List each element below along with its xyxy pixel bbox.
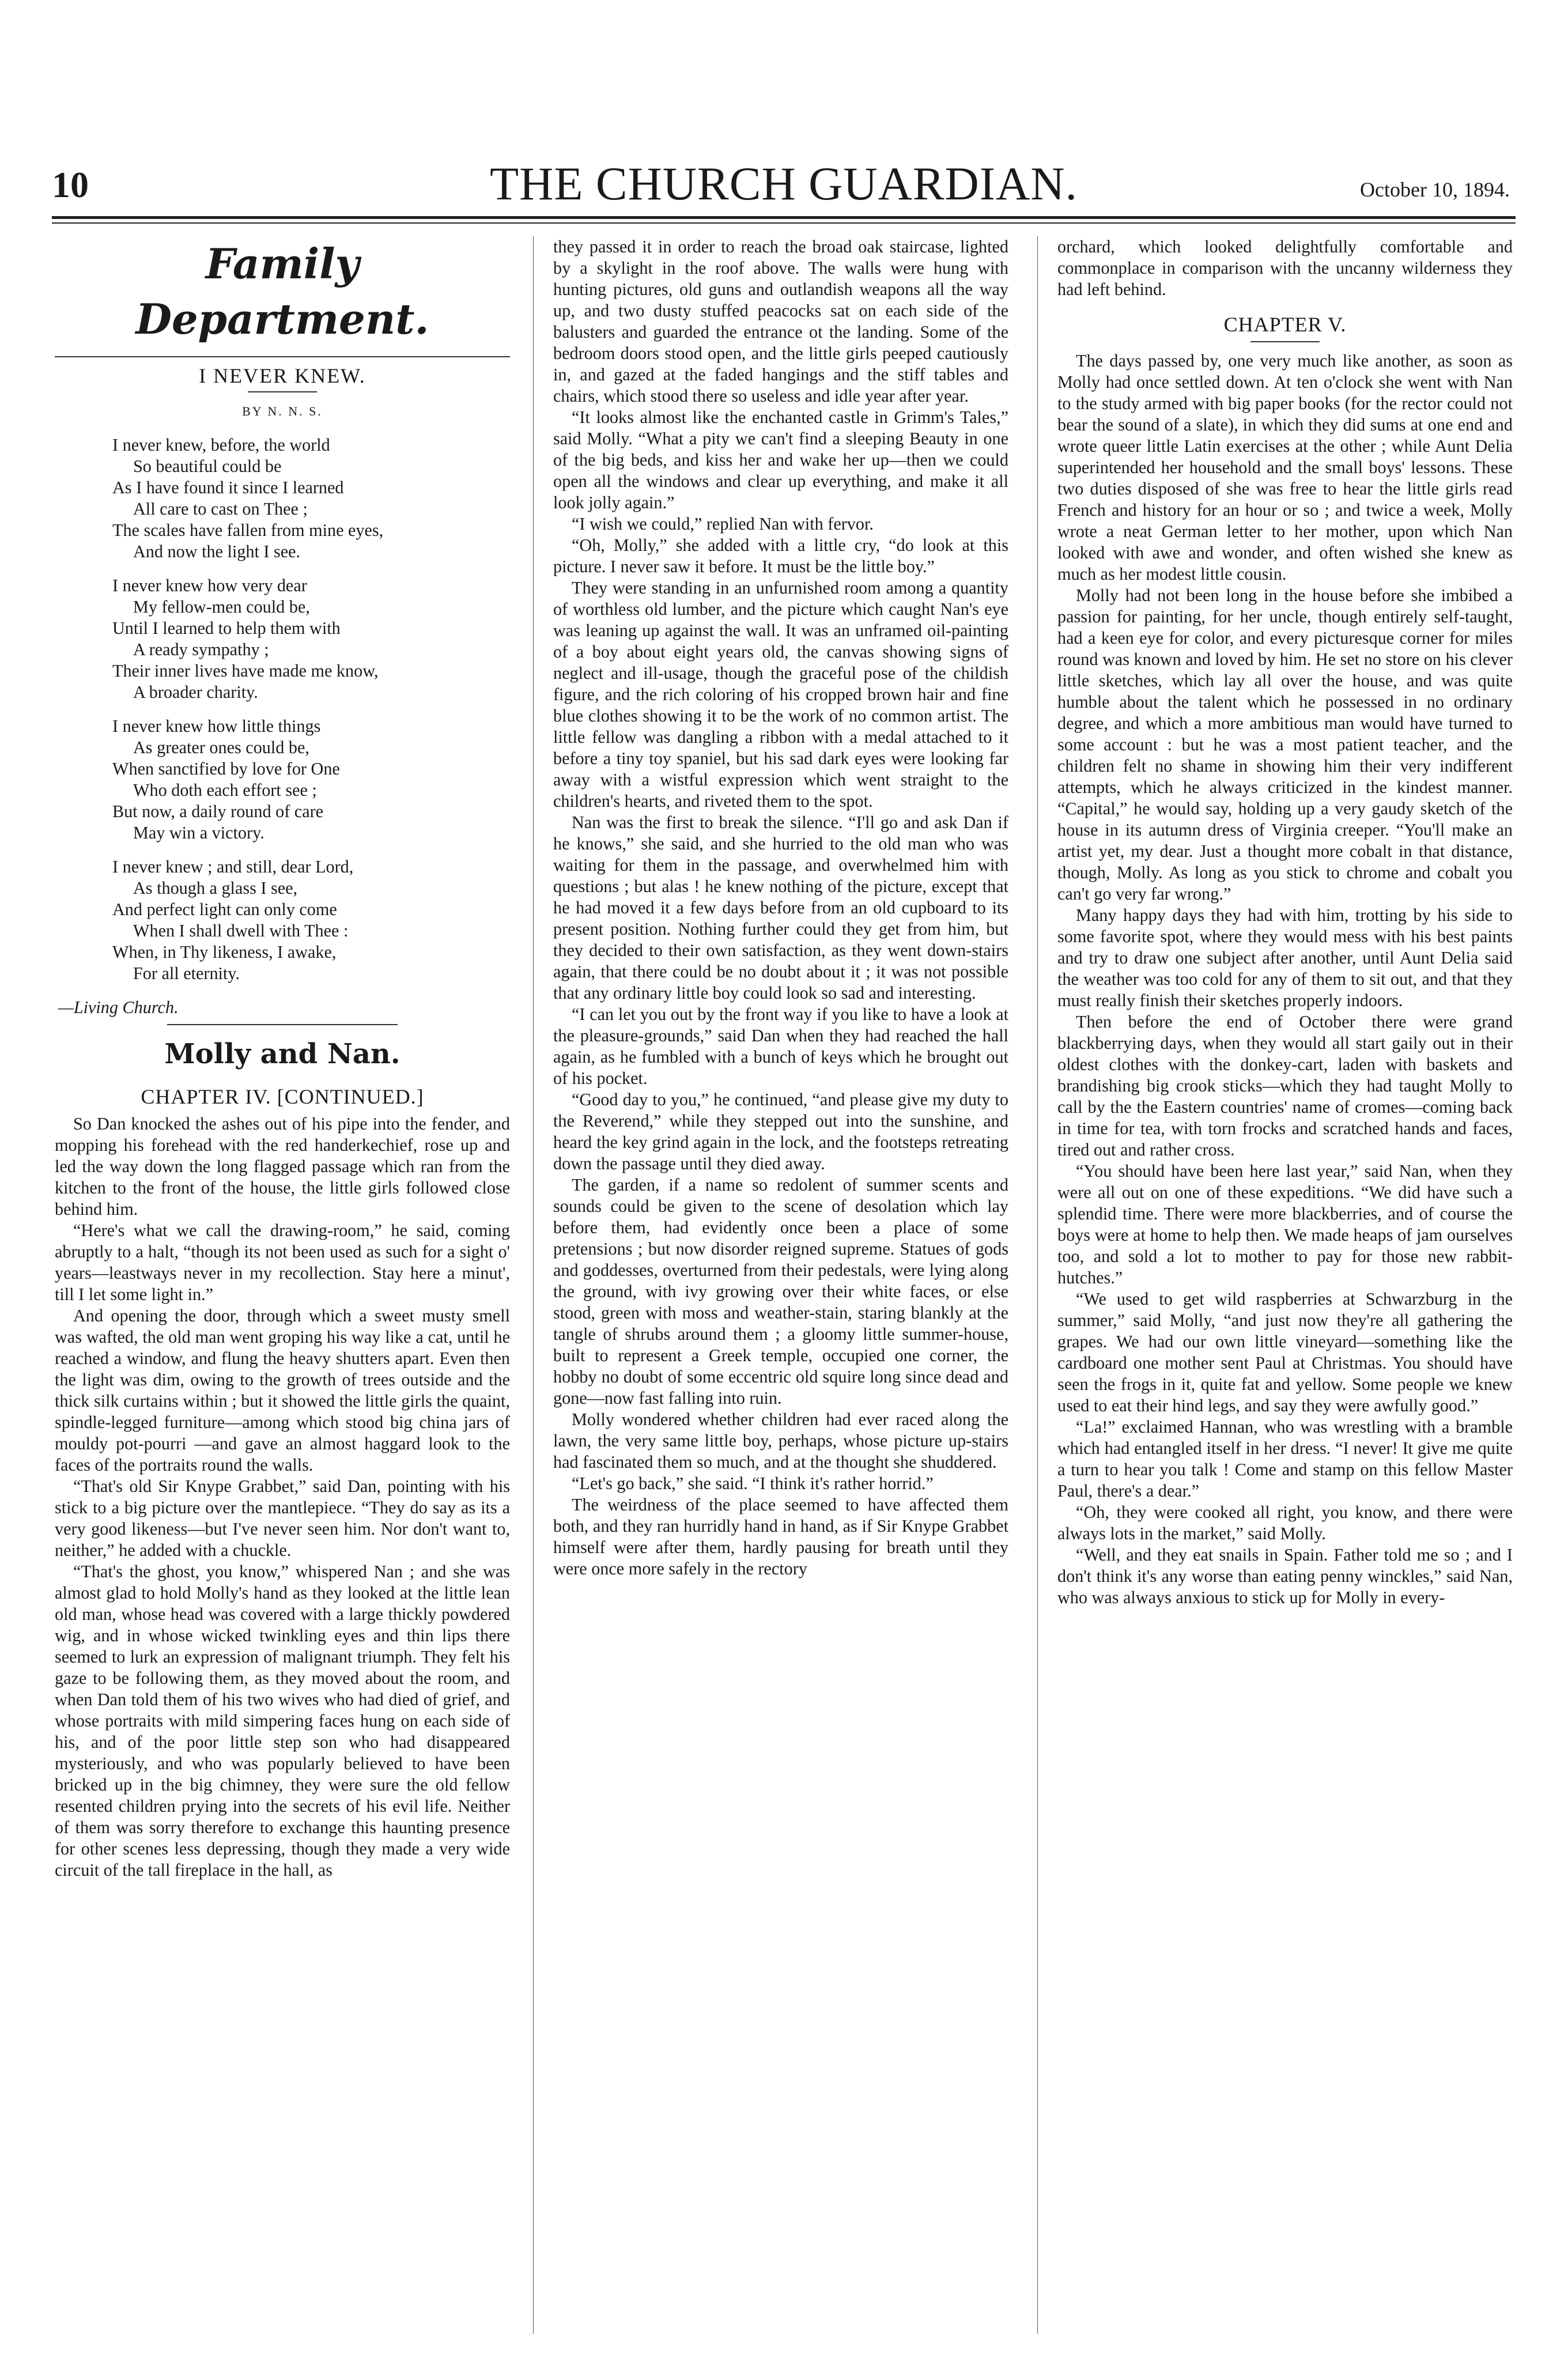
poem-line: The scales have fallen from mine eyes, bbox=[112, 520, 384, 540]
paragraph: “Let's go back,” she said. “I think it's rather horrid.” bbox=[572, 1474, 934, 1493]
paragraph: “Oh, Molly,” she added with a little cry, “do look at this picture. I never saw it before. It must be the little boy.” bbox=[553, 535, 1008, 576]
poem-line: And perfect light can only come bbox=[112, 900, 337, 919]
paragraph: Then before the end of October there were grand blackberrying days, when they would all start gaily out in their oldest clothes with the donkey-cart, laden with baskets and brandishing big crook sticks—which they had taught Molly to call by the the Eastern countries' name of cromes—coming back in time for tea, with torn frocks and scratched hands and faces, tired out and rather cross. bbox=[1057, 1012, 1513, 1159]
poem-line: When I shall dwell with Thee : bbox=[133, 921, 349, 940]
poem-line: A ready sympathy ; bbox=[133, 640, 269, 659]
issue-date: October 10, 1894. bbox=[1360, 178, 1510, 201]
poem-end-rule bbox=[167, 1024, 398, 1025]
poem-line: I never knew how very dear bbox=[112, 576, 307, 595]
poem-title: I NEVER KNEW. bbox=[199, 364, 366, 387]
paragraph: orchard, which looked delightfully comfortable and commonplace in comparison with the uncanny wilderness they had left behind. bbox=[1057, 237, 1513, 299]
poem-line: My fellow-men could be, bbox=[133, 597, 310, 617]
page-header bbox=[52, 156, 1516, 213]
header-rule-thin bbox=[52, 222, 1516, 224]
paragraph: “That's the ghost, you know,” whispered Nan ; and she was almost glad to hold Molly's hand as they looked at the little lean old man, whose head was covered with a large thickly powdered wig, and in whose wicked twinkling eyes and thin lips there seemed to lurk an expression of malignant triumph. They felt his gaze to be following them, as they moved about the room, and when Dan told them of his two wives who had died of grief, and whose portraits with mild simpering faces hung on each side of his, and of the poor little step son who had disappeared mysteriously, and who was popularly believed to have been bricked up in the big chimney, they were sure the old fellow resented children prying into the secrets of his evil life. Neither of them was sorry therefore to exchange this haunting presence for other scenes less depressing, though they made a very wide circuit of the tall fireplace in the hall, as bbox=[55, 1562, 510, 1880]
paragraph: “Good day to you,” he continued, “and please give my duty to the Reverend,” while they stepped out into the sunshine, and heard the key grind again in the lock, and the footsteps retreating down the passage until they died away. bbox=[553, 1090, 1008, 1173]
poem-line: When sanctified by love for One bbox=[112, 759, 340, 779]
poem-stanza bbox=[55, 856, 510, 984]
poem-credit: —Living Church. bbox=[58, 998, 179, 1017]
paragraph: They were standing in an unfurnished room among a quantity of worthless old lumber, and the picture which caught Nan's eye was leaning up against the wall. It was an unframed oil-painting of a boy about eight years old, the canvas showing signs of neglect and ill-usage, though the graceful pose of the childish figure, and the rich coloring of his cropped brown hair and fine blue clothes showing it to be the work of no common artist. The little fellow was dangling a ribbon with a medal attached to it before a tiny toy spaniel, but his sad dark eyes were looking far away with a wistful expression which went straight to the children's hearts, and riveted them to the spot. bbox=[553, 578, 1008, 811]
paragraph: they passed it in order to reach the broad oak staircase, lighted by a skylight in the roof above. The walls were hung with hunting pictures, old guns and outlandish weapons all the way up, and two dusty stuffed peacocks sat on each side of the balusters and guarded the entrance ot the landing. Some of the bedroom doors stood open, and the little girls peeped cautiously in, and gazed at the faded hangings and the stiff tables and chairs, which stood there so useless and idle year after year. bbox=[553, 237, 1008, 406]
poem-line: For all eternity. bbox=[133, 964, 240, 983]
poem-line: Who doth each effort see ; bbox=[133, 780, 317, 800]
poem-line: Until I learned to help them with bbox=[112, 618, 341, 638]
column-divider bbox=[1037, 236, 1038, 2334]
column-three-text bbox=[1057, 350, 1513, 1608]
poem-line: All care to cast on Thee ; bbox=[133, 499, 308, 519]
paragraph: And opening the door, through which a sweet musty smell was wafted, the old man went groping his way like a cat, until he reached a window, and flung the heavy shutters apart. Even then the light was dim, owing to the growth of trees outside and the thick silk curtains within ; but it showed the little girls the quaint, spindle-legged furniture—among which stood big china jars of mouldy pot-pourri —and gave an almost haggard look to the faces of the portraits round the walls. bbox=[55, 1306, 510, 1475]
poem-line: But now, a daily round of care bbox=[112, 802, 324, 821]
page-number: 10 bbox=[52, 164, 89, 205]
paragraph: “I wish we could,” replied Nan with fervor. bbox=[572, 514, 874, 534]
paragraph: “La!” exclaimed Hannan, who was wrestling with a bramble which had entangled itself in her dress. “I never! It give me quite a turn to hear you talk ! Come and stamp on this fellow Master Paul, there's a dear.” bbox=[1057, 1417, 1513, 1501]
paragraph: Molly had not been long in the house before she imbibed a passion for painting, for her uncle, though entirely self-taught, had a keen eye for color, and every picturesque corner for miles round was known and loved by him. He set no store on his clever little sketches, which lay all over the house, and was quite humble about the talent which he possessed in no ordinary degree, and which a more ambitious man would have turned to some account : but he was a most patient teacher, and the children felt no shame in showing him their very indifferent attempts, which he always criticized in the kindest manner. “Capital,” he would say, holding up a very gaudy sketch of the house in its autumn dress of Virginia creeper. “You'll make an artist yet, my dear. Just a thought more cobalt in that distance, though, Molly. As long as you stick to chrome and cobalt you can't go very far wrong.” bbox=[1057, 585, 1513, 904]
section-title: Family Department. bbox=[135, 239, 429, 343]
poem-line: I never knew, before, the world bbox=[112, 435, 330, 455]
column-two-text bbox=[553, 236, 1008, 1580]
poem-line: I never knew ; and still, dear Lord, bbox=[112, 857, 354, 877]
column-divider bbox=[533, 236, 534, 2334]
chapter-rule bbox=[1250, 341, 1320, 342]
column-one-text bbox=[55, 1113, 510, 1881]
paragraph: “That's old Sir Knype Grabbet,” said Dan, pointing with his stick to a big picture over the mantlepiece. “They do say as its a very good likeness—but I've never seen him. Nor don't want to, neither,” he added with a chuckle. bbox=[55, 1476, 510, 1560]
poem-stanza bbox=[55, 575, 510, 703]
poem-line: And now the light I see. bbox=[133, 542, 301, 561]
poem-line: When, in Thy likeness, I awake, bbox=[112, 942, 337, 962]
poem-line: So beautiful could be bbox=[133, 456, 282, 476]
poem-stanza bbox=[55, 716, 510, 844]
section-rule bbox=[55, 356, 510, 357]
column-three-continuation bbox=[1057, 236, 1513, 300]
chapter-four-heading: CHAPTER IV. [CONTINUED.] bbox=[141, 1085, 424, 1108]
paragraph: “You should have been here last year,” said Nan, when they were all out on one of these expeditions. “We did have such a splendid time. There were more blackberries, and of course the boys were at home to help then. We made heaps of jam ourselves too, and sold a lot to mother to pay for those new rabbit-hutches.” bbox=[1057, 1161, 1513, 1287]
paragraph: The garden, if a name so redolent of summer scents and sounds could be given to the scene of desolation which lay before them, had evidently once been a place of some pretensions ; but now disorder reigned supreme. Statues of gods and goddesses, overturned from their pedestals, were lying along the ground, with ivy growing over their white faces, or else stood, green with moss and weather-stain, staring blankly at the tangle of shrubs around them ; a gloomy little summer-house, built to represent a Greek temple, occupied one corner, the hobby no doubt of some eccentric old squire long since dead and gone—now fast falling into ruin. bbox=[553, 1175, 1008, 1408]
header-rule-thick bbox=[52, 216, 1516, 219]
newspaper-title: THE CHURCH GUARDIAN. bbox=[490, 157, 1078, 210]
paragraph: “Oh, they were cooked all right, you know, and there were always lots in the market,” said Molly. bbox=[1057, 1502, 1513, 1543]
poem-line: A broader charity. bbox=[133, 682, 258, 702]
column-two bbox=[553, 236, 1008, 2334]
poem-byline: BY N. N. S. bbox=[242, 404, 323, 418]
story-title: Molly and Nan. bbox=[164, 1038, 400, 1070]
column-one bbox=[55, 236, 510, 2334]
poem-line: May win a victory. bbox=[133, 823, 265, 843]
poem-line: I never knew how little things bbox=[112, 716, 321, 736]
poem-line: As though a glass I see, bbox=[133, 878, 298, 898]
poem-line: As I have found it since I learned bbox=[112, 478, 344, 497]
paragraph: “Well, and they eat snails in Spain. Father told me so ; and I don't think it's any worse than eating penny winckles,” said Nan, who was always anxious to stick up for Molly in every- bbox=[1057, 1545, 1513, 1607]
poem-body bbox=[55, 435, 510, 984]
column-three bbox=[1057, 236, 1513, 2334]
paragraph: “It looks almost like the enchanted castle in Grimm's Tales,” said Molly. “What a pity we can't find a sleeping Beauty in one of the big beds, and kiss her and wake her up—then we could open all the windows and clear up everything, and make it all look jolly again.” bbox=[553, 407, 1008, 512]
chapter-five-heading: CHAPTER V. bbox=[1223, 313, 1347, 336]
paragraph: “We used to get wild raspberries at Schwarzburg in the summer,” said Molly, “and just now they're all gathering the grapes. We had our own little vineyard—something like the cardboard one mother sent Paul at Christmas. You should have seen the frogs in it, quite fat and yellow. Some people we knew used to eat their hind legs, and say they were awfully good.” bbox=[1057, 1289, 1513, 1415]
paragraph: So Dan knocked the ashes out of his pipe into the fender, and mopping his forehead with the red handerkechief, rose up and led the way down the long flagged passage which ran from the kitchen to the front of the house, the little girls followed close behind him. bbox=[55, 1114, 510, 1219]
poem-stanza bbox=[55, 435, 510, 562]
paragraph: The days passed by, one very much like another, as soon as Molly had once settled down. At ten o'clock she went with Nan to the study armed with big paper books (for the rector could not bear the sound of a slate), in which they did sums at one end and wrote queer little Latin exercises at the other ; while Aunt Delia superintended her household and the small boys' lessons. These two duties disposed of she was free to hear the little girls read French and history for an hour or so ; and twice a week, Molly wrote a neat German letter to her mother, upon which Nan looked with awe and wonder, and often wished she knew as much as her modest little cousin. bbox=[1057, 351, 1513, 584]
poem-rule bbox=[248, 391, 317, 392]
paragraph: Many happy days they had with him, trotting by his side to some favorite spot, where they would mess with his best paints and try to draw one subject after another, until Aunt Delia said the weather was too cold for any of them to sit out, and that they must really finish their sketches properly indoors. bbox=[1057, 905, 1513, 1010]
paragraph: “I can let you out by the front way if you like to have a look at the pleasure-grounds,” said Dan when they had reached the hall again, as he fumbled with a bunch of keys which he brought out of his pocket. bbox=[553, 1004, 1008, 1088]
poem-line: Their inner lives have made me know, bbox=[112, 661, 379, 681]
paragraph: Molly wondered whether children had ever raced along the lawn, the very same little boy, perhaps, whose picture up-stairs had fascinated them so much, and at the thought she shuddered. bbox=[553, 1410, 1008, 1472]
paragraph: The weirdness of the place seemed to have affected them both, and they ran hurridly hand in hand, as if Sir Knype Grabbet himself were after them, hardly pausing for breath until they were once more safely in the rectory bbox=[553, 1495, 1008, 1578]
paragraph: “Here's what we call the drawing-room,” he said, coming abruptly to a halt, “though its not been used as such for a sight o' years—leastways never in my recollection. Stay here a minut', till I let some light in.” bbox=[55, 1221, 510, 1304]
poem-line: As greater ones could be, bbox=[133, 738, 309, 757]
paragraph: Nan was the first to break the silence. “I'll go and ask Dan if he knows,” she said, and she hurried to the old man who was waiting for them in the passage, and overwhelmed him with questions ; but alas ! he knew nothing of the picture, except that he had moved it a few days before from an old cupboard to its present position. Nothing further could they get from him, but they decided to their own satisfaction, as they went down-stairs again, that there could be no doubt about it ; it was not possible that any ordinary little boy could look so sad and interesting. bbox=[553, 813, 1008, 1003]
